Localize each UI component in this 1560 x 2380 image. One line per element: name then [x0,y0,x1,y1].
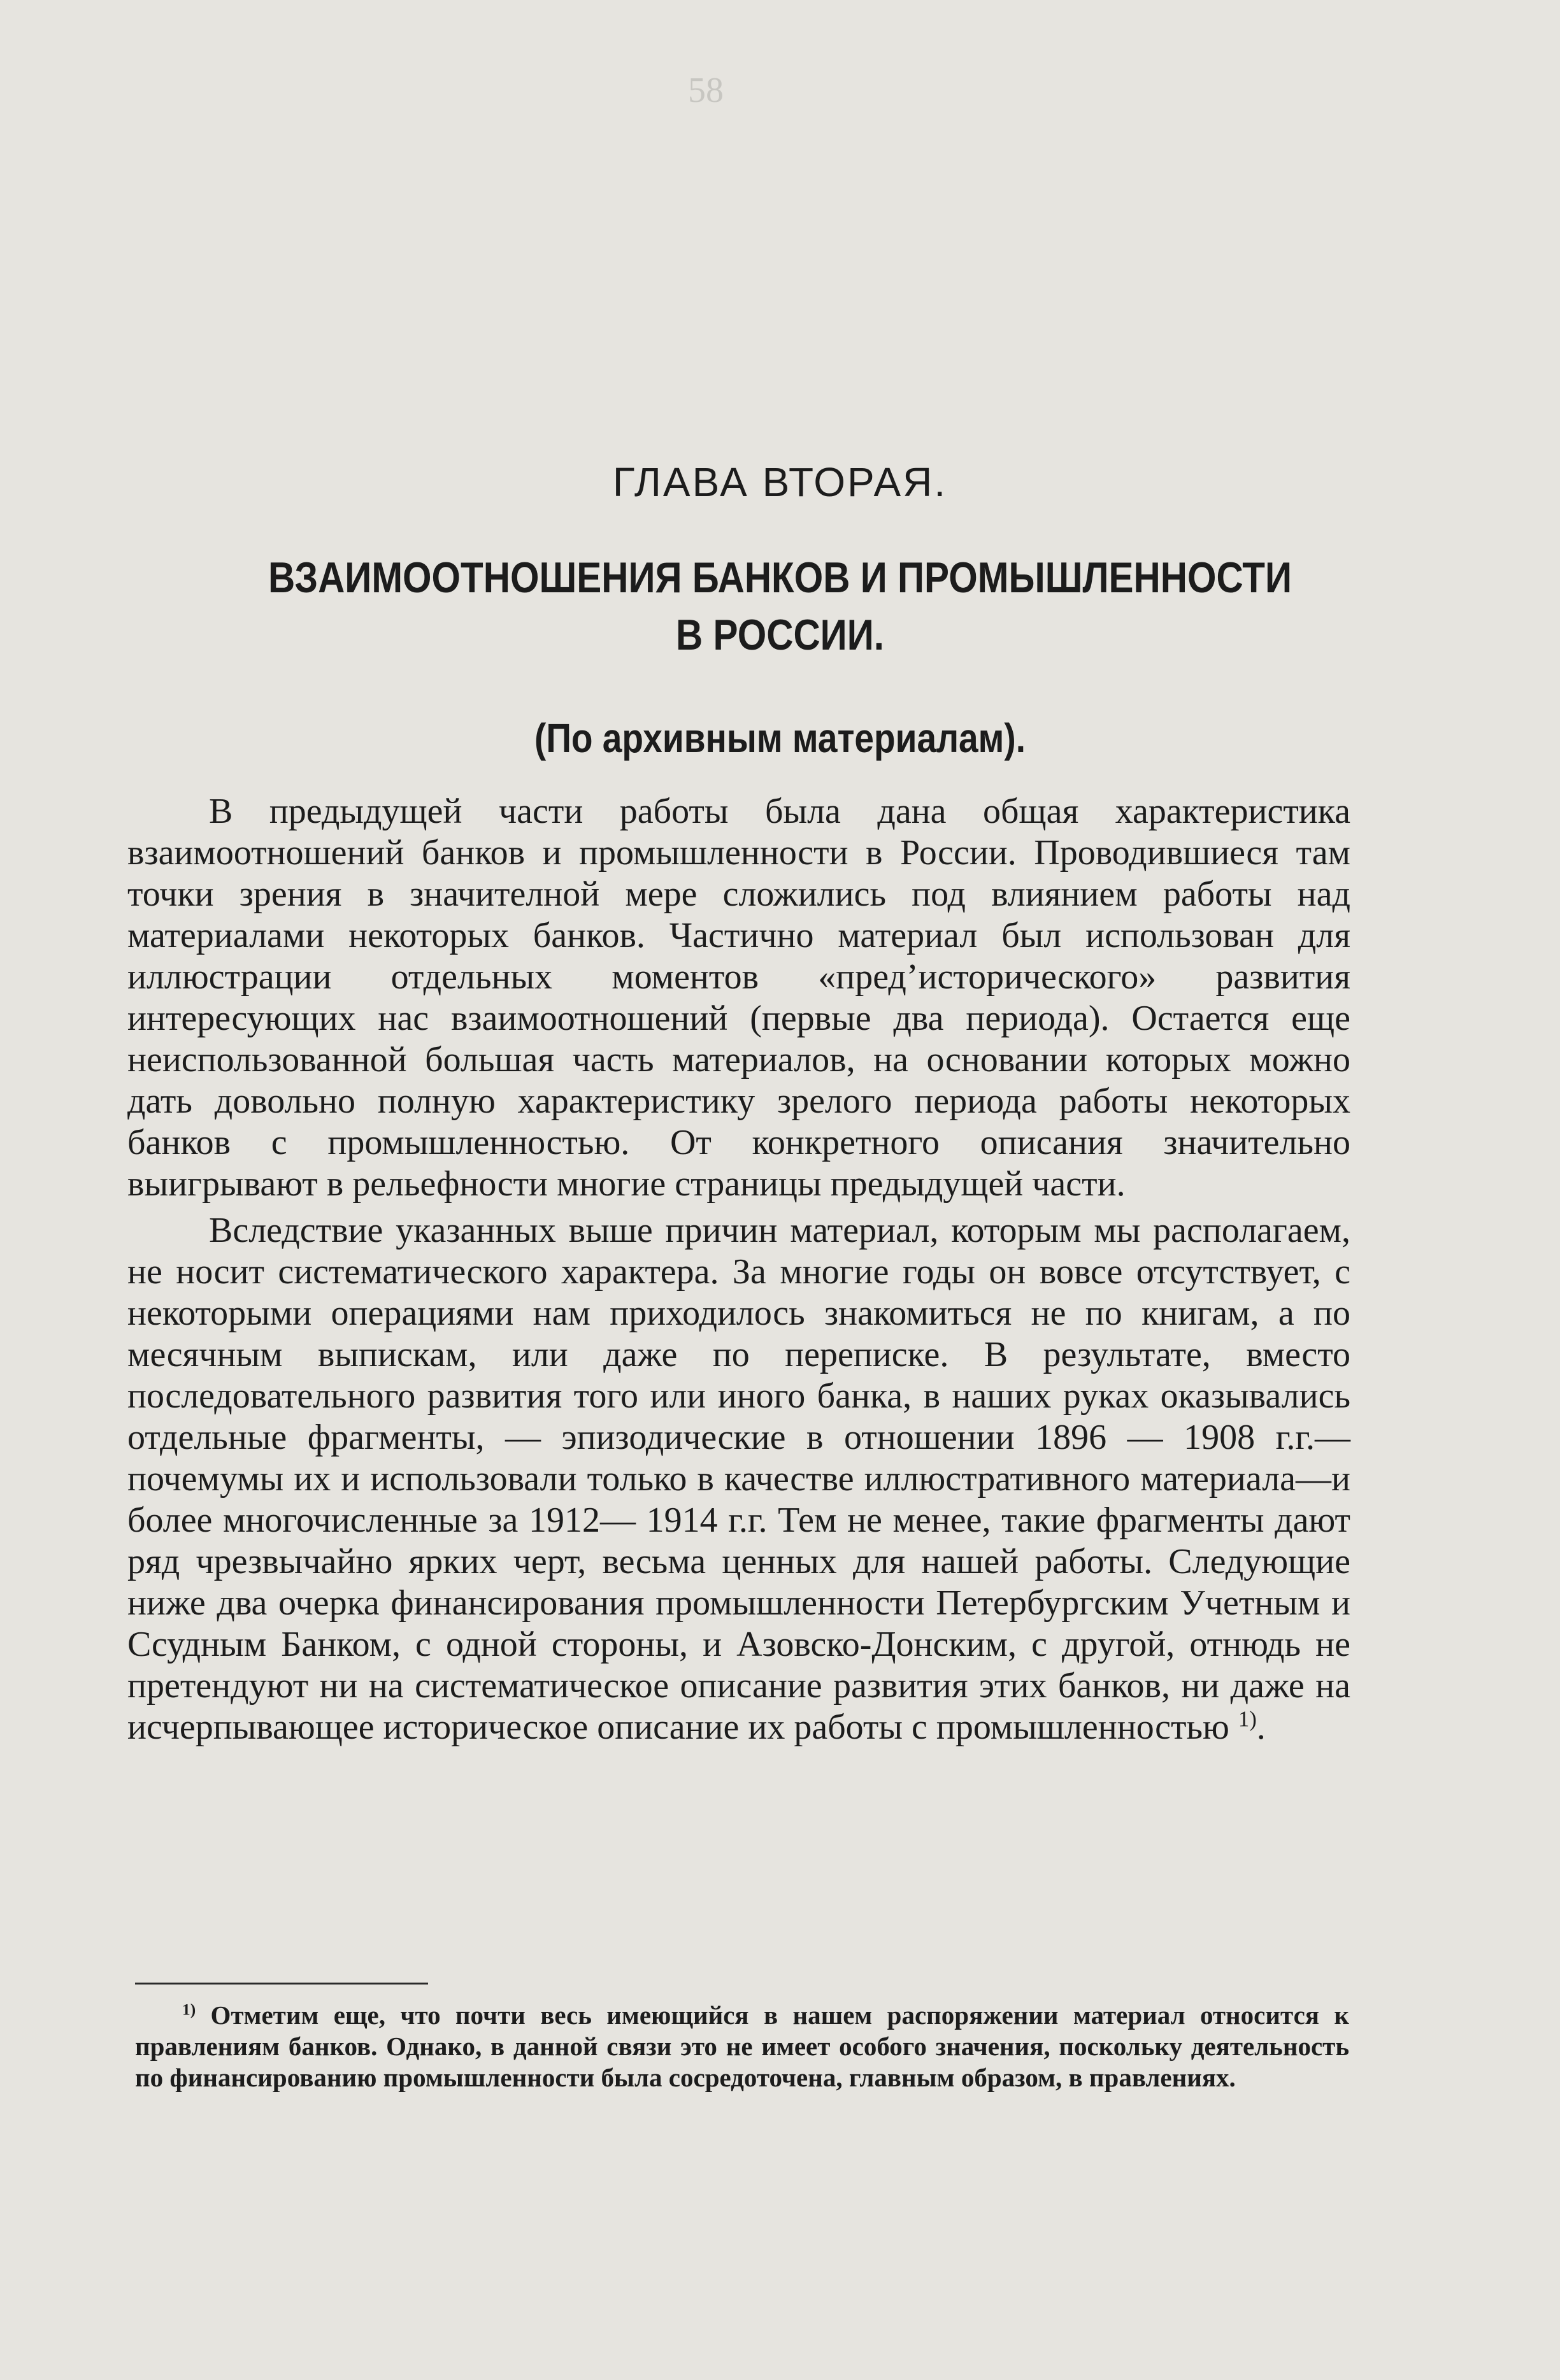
body-paragraph-1: В предыдущей части работы была дана общая характеристика взаимоотношений банков и промышленности в России. Проводившиеся там точки зрения в значителной мере сложились под влиянием работы над материалами некоторых банков. Частично материал был использован для иллюстрации отдельных моментов «пред’исторического» развития интересующих нас взаимоотношений (первые два периода). Остается еще неиспользованной большая часть материалов, на основании которых можно дать довольно полную характеристику зрелого периода работы некоторых банков с промышленностью. От конкретного описания значительно выигрывают в рельефности многие страницы предыдущей части. [127,792,1350,1204]
chapter-title-line-1: ВЗАИМООТНОШЕНИЯ БАНКОВ И ПРОМЫШЛЕННОСТИ [268,553,1292,602]
footnote-reference[interactable]: 1) [1238,1706,1257,1732]
chapter-title-line-2: В РОССИИ. [676,611,884,659]
body-text [127,791,1350,1753]
footnote [135,2000,1349,2093]
page-number: 58 [688,71,724,110]
chapter-label: ГЛАВА ВТОРАЯ. [612,459,948,505]
chapter-title [109,549,1450,664]
footnote-text: Отметим еще, что почти весь имеющийся в нашем распоряжении материал относится к правлениям банков. Однако, в данной связи это не имеет особого значения, поскольку деятельность по финансированию промышленности была сосредоточена, главным образом, в правлениях. [135,2000,1350,2092]
body-paragraph-2: Вследствие указанных выше причин материал, которым мы располагаем, не носит систематического характера. За многие годы он вовсе отсутствует, с некоторыми операциями нам приходилось знакомиться не по книгам, а по месячным выпискам, или даже по переписке. В результате, вместо последовательного развития того или иного банка, в наших руках оказывались отдельные фрагменты, — эпизодические в отношении 1896 — 1908 г.г.— почемумы их и использовали только в качестве иллюстративного материала—и более многочисленные за 1912— 1914 г.г. Тем не менее, такие фрагменты дают ряд чрезвычайно ярких черт, весьма ценных для нашей работы. Следующие ниже два очерка финансирования промышленности Петербургским Учетным и Ссудным Банком, с одной стороны, и Азовско-Донским, с другой, отнюдь не претендуют ни на систематическое описание развития этих банков, ни даже на исчерпывающее историческое описание их работы с промышленностью $^{1)}$. [127,1211,1350,1747]
footnote-marker: 1) [182,2000,196,2019]
body-paragraph-2-text: Вследствие указанных выше причин материал, которым мы располагаем, не носит систематического характера. За многие годы он вовсе отсутствует, с некоторыми операциями нам приходилось знакомиться не по книгам, а по месячным выпискам, или даже по переписке. В результате, вместо последовательного развития того или иного банка, в наших руках оказывались отдельные фрагменты, — эпизодические в отношении 1896 — 1908 г.г.— почемумы их и использовали только в качестве иллюстративного материала—и более многочисленные за 1912— 1914 г.г. Тем не менее, такие фрагменты дают ряд чрезвычайно ярких черт, весьма ценных для нашей работы. Следующие ниже два очерка финансирования промышленности Петербургским Учетным и Ссудным Банком, с одной стороны, и Азовско-Донским, с другой, отнюдь не претендуют ни на систематическое описание развития этих банков, ни даже на исчерпывающее историческое описание их работы с промышленностью [127,1211,1350,1747]
chapter-subtitle: (По архивным материалам). [534,715,1026,761]
footnote-divider [135,1983,428,1985]
